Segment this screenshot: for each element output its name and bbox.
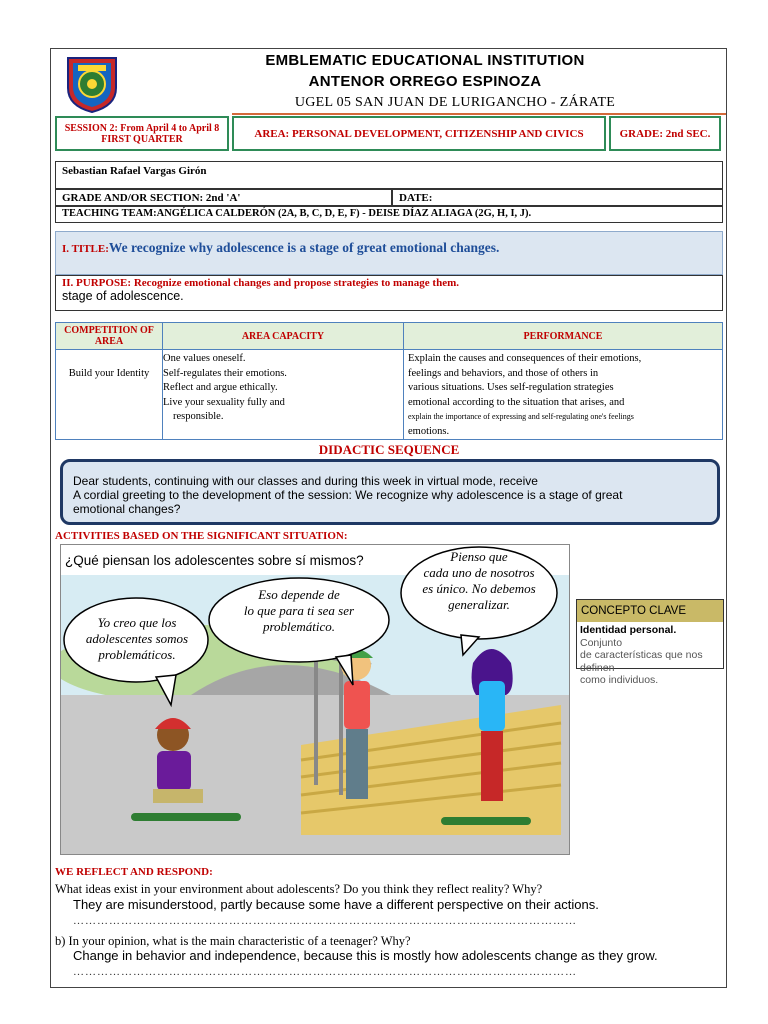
col-competition: COMPETITION OF AREA xyxy=(56,323,163,350)
concept-def: como individuos. xyxy=(580,674,659,686)
purpose-box xyxy=(55,275,723,311)
title-label: I. TITLE: xyxy=(62,243,109,255)
bubble-line: Yo creo que los xyxy=(97,615,177,630)
capacity-item: One values oneself. xyxy=(163,353,246,364)
quarter-label: FIRST QUARTER xyxy=(101,134,183,145)
performance-line: explain the importance of expressing and self-regulating one's feelings xyxy=(408,412,634,421)
bubble-line: generalizar. xyxy=(448,597,510,612)
bubble-line: problemáticos. xyxy=(98,647,176,662)
speech-bubble-right xyxy=(403,549,555,613)
title-text: We recognize why adolescence is a stage of great emotional changes. xyxy=(108,240,500,255)
purpose-text: Recognize emotional changes and propose strategies to manage them. xyxy=(133,277,459,289)
capacity-item: responsible. xyxy=(173,411,224,422)
competition-cell: Build your Identity xyxy=(56,350,163,440)
activities-heading: ACTIVITIES BASED ON THE SIGNIFICANT SITUATION: xyxy=(55,530,348,542)
capacity-table xyxy=(55,322,723,440)
question-b: b) In your opinion, what is the main characteristic of a teenager? Why? xyxy=(55,934,411,948)
bubble-line: Pienso que xyxy=(450,549,508,564)
question-a: What ideas exist in your environment about adolescents? Do you think they reflect reality? Why? xyxy=(55,882,543,896)
concept-def: Conjunto xyxy=(580,636,623,649)
bubble-line: es único. No debemos xyxy=(422,581,536,596)
capacity-cell xyxy=(163,350,404,440)
answer-a: They are misunderstood, partly because some have a different perspective on their actions. xyxy=(73,897,599,912)
performance-line: emotions. xyxy=(408,425,450,437)
school-crest-logo xyxy=(62,52,122,114)
comic-illustration xyxy=(60,544,570,855)
answer-b: Change in behavior and independence, because this is mostly how adolescents change as they grow. xyxy=(73,948,658,963)
grade-section: GRADE AND/OR SECTION: 2nd 'A' xyxy=(55,189,392,206)
bubble-line: lo que para ti sea ser xyxy=(243,603,355,618)
capacity-item: Live your sexuality fully and xyxy=(163,396,285,408)
performance-line: feelings and behaviors, and those of others in xyxy=(408,367,599,379)
bubble-line: adolescentes somos xyxy=(85,631,189,646)
greeting-line: emotional changes? xyxy=(73,502,181,516)
col-performance: PERFORMANCE xyxy=(404,323,723,350)
purpose-continuation: stage of adolescence. xyxy=(62,289,184,303)
concept-term: Identidad personal. xyxy=(580,624,677,636)
bubble-line: cada uno de nosotros xyxy=(423,565,535,580)
header-divider xyxy=(232,113,726,115)
student-name: Sebastian Rafael Vargas Girón xyxy=(55,161,723,189)
concept-title: CONCEPTO CLAVE xyxy=(577,600,723,622)
answer-line: ……………………………………………………………………………………………………………… xyxy=(73,966,577,978)
institution-type: EMBLEMATIC EDUCATIONAL INSTITUTION xyxy=(265,52,585,69)
col-capacity: AREA CAPACITY xyxy=(163,323,404,350)
purpose-label: II. PURPOSE: xyxy=(62,277,132,289)
speech-bubble-middle xyxy=(211,587,387,635)
title-box xyxy=(55,231,723,275)
ugel-line: UGEL 05 SAN JUAN DE LURIGANCHO - ZÁRATE xyxy=(294,95,616,110)
greeting-line: Dear students, continuing with our classes and during this week in virtual mode, receive xyxy=(73,474,538,488)
greeting-box xyxy=(60,459,720,525)
session-dates: SESSION 2: From April 4 to April 8 xyxy=(64,123,220,134)
performance-line: various situations. Uses self-regulation strategies xyxy=(408,382,614,393)
teaching-team: TEACHING TEAM:ANGÉLICA CALDERÓN (2A, B, C, D, E, F) - DEISE DÍAZ ALIAGA (2G, H, I, J). xyxy=(55,206,723,223)
session-box xyxy=(55,116,229,151)
bubble-line: problemático. xyxy=(262,619,336,634)
institution-name: ANTENOR ORREGO ESPINOZA xyxy=(308,73,542,90)
key-concept-box xyxy=(576,599,724,686)
reflect-heading: WE REFLECT AND RESPOND: xyxy=(55,866,213,878)
capacity-item: Reflect and argue ethically. xyxy=(163,382,278,393)
performance-line: emotional according to the situation that arises, and xyxy=(408,396,625,408)
greeting-line: A cordial greeting to the development of the session: We recognize why adolescence is a stage of great xyxy=(73,488,623,502)
answer-line: ……………………………………………………………………………………………………………… xyxy=(73,915,577,927)
didactic-heading: DIDACTIC SEQUENCE xyxy=(318,442,460,457)
area-box: AREA: PERSONAL DEVELOPMENT, CITIZENSHIP AND CIVICS xyxy=(232,116,606,151)
comic-question: ¿Qué piensan los adolescentes sobre sí mismos? xyxy=(65,553,364,568)
concept-def: de características que nos definen xyxy=(580,649,703,674)
date-field: DATE: xyxy=(392,189,723,206)
performance-line: Explain the causes and consequences of their emotions, xyxy=(408,353,642,364)
capacity-item: Self-regulates their emotions. xyxy=(163,367,287,379)
speech-bubble-left xyxy=(67,615,207,663)
bubble-line: Eso depende de xyxy=(258,587,340,602)
grade-box: GRADE: 2nd SEC. xyxy=(609,116,721,151)
performance-cell xyxy=(404,350,723,440)
